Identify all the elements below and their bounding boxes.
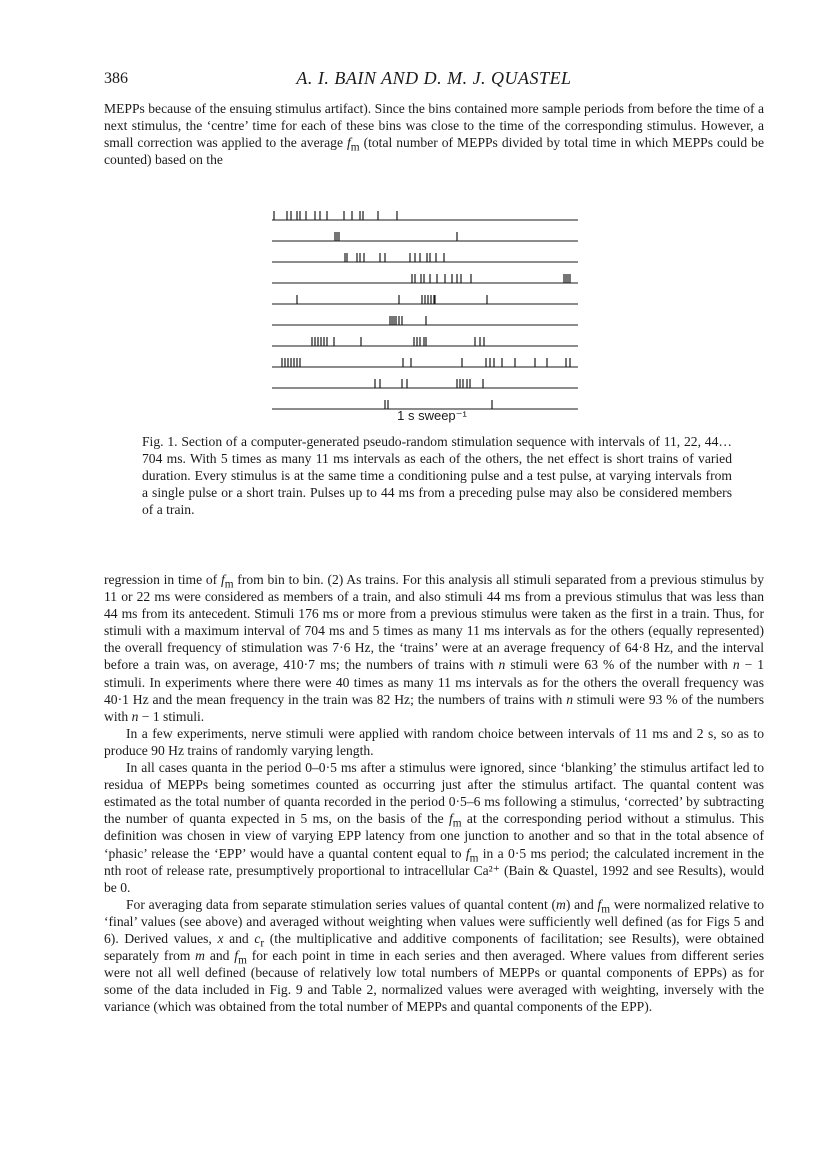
body-paragraph: In all cases quanta in the period 0–0·5 ms after a stimulus were ignored, since ‘blanking’ the stimulus artifact led to residua of MEPPs being sometimes counted as occurring just after the stimulus artifact. The quantal content was estimated as the total number of quanta recorded in the period 0·5–6 ms following a stimulus, ‘corrected’ by subtracting the number of quanta expected in 5 ms, on the basis of the $f_m$ at the corresponding period without a stimulus. This definition was chosen in view of varying EPP latency from one junction to another and so that in the total absence of ‘phasic’ release the ‘EPP’ would have a quantal content equal to $f_m$ in a 0·5 ms period; the calculated increment in the nth root of release rate, presumptively proportional to intracellular Ca²⁺ (Bain & Quastel, 1992 and see Results), would be 0. — [104, 760, 765, 895]
body-paragraph: For averaging data from separate stimulation series values of quantal content (m) and $f_m$ were normalized relative to ‘final’ values (see above) and averaged without weighting when values were sufficiently well defined (as for Figs 5 and 6). Derived values, x and $c_r$ (the multiplicative and additive components of facilitation; see Results), were obtained separately from m and $f_m$ for each point in time in each series and then averaged. Where values from different series were not all well defined (because of relatively low total numbers of MEPPs or quantal components of EPPs) as for some of the data included in Fig. 9 and Table 2, normalized values were averaged with weighting, inversely with the variance (which was obtained from the total number of MEPPs and quantal components of the EPP). — [104, 896, 764, 1015]
stimulus-raster — [272, 210, 582, 410]
figure-caption — [142, 433, 732, 518]
sweep-label — [367, 408, 497, 424]
paragraph-top — [104, 100, 764, 168]
page-header — [104, 70, 764, 94]
running-head: A. I. BAIN AND D. M. J. QUASTEL — [296, 68, 572, 88]
caption-text: Section of a computer-generated pseudo-random stimulation sequence with intervals of 11, 22, 44…704 ms. With 5 times as many 11 ms intervals as each of the others, the net effect is short trains of varied duration. Every stimulus is at the same time a conditioning pulse and a test pulse, at varying intervals from a single pulse or a short train. Pulses up to 44 ms from a preceding pulse may also be considered members of a train. — [142, 434, 732, 518]
body-paragraph: In a few experiments, nerve stimuli were applied with random choice between intervals of 11 ms and 2 s, so as to produce 90 Hz trains of randomly varying length. — [104, 725, 764, 758]
paragraph-text: MEPPs because of the ensuing stimulus artifact). Since the bins contained more sample periods from before the time of a next stimulus, the ‘centre’ time for each of these bins was close to the time of the corresponding stimulus. However, a small correction was applied to the average $f_m$ (total number of MEPPs divided by total time in which MEPPs could be counted) based on the — [104, 101, 764, 168]
caption-label: Fig. 1. — [142, 434, 178, 449]
body-paragraph: regression in time of $f_m$ from bin to bin. (2) As trains. For this analysis all stimuli separated from a previous stimulus by 11 or 22 ms were considered as members of a train, and also stimuli 44 ms from a previous stimulus that was less than 44 ms from its antecedent. Stimuli 176 ms or more from a previous stimulus were taken as the first in a train. Thus, for stimuli with a maximum interval of 704 ms and 5 times as many 11 ms intervals as for the others (equally represented) the overall frequency of stimulation was 7·6 Hz, the ‘trains’ were at an average frequency of 64·8 Hz, and the interval before a train was, on average, 410·7 ms; the numbers of trains with n stimuli were 63 % of the number with n − 1 stimuli. In experiments where there were 40 times as many 11 ms intervals as for the others the overall frequency was 40·1 Hz and the mean frequency in the train was 82 Hz; the numbers of trains with n stimuli were 93 % of the numbers with n − 1 stimuli. — [104, 572, 765, 724]
body-text — [104, 571, 764, 1015]
figure-1 — [272, 210, 582, 432]
page-number: 386 — [104, 70, 128, 87]
sweep-label-text: 1 s sweep⁻¹ — [397, 408, 467, 423]
